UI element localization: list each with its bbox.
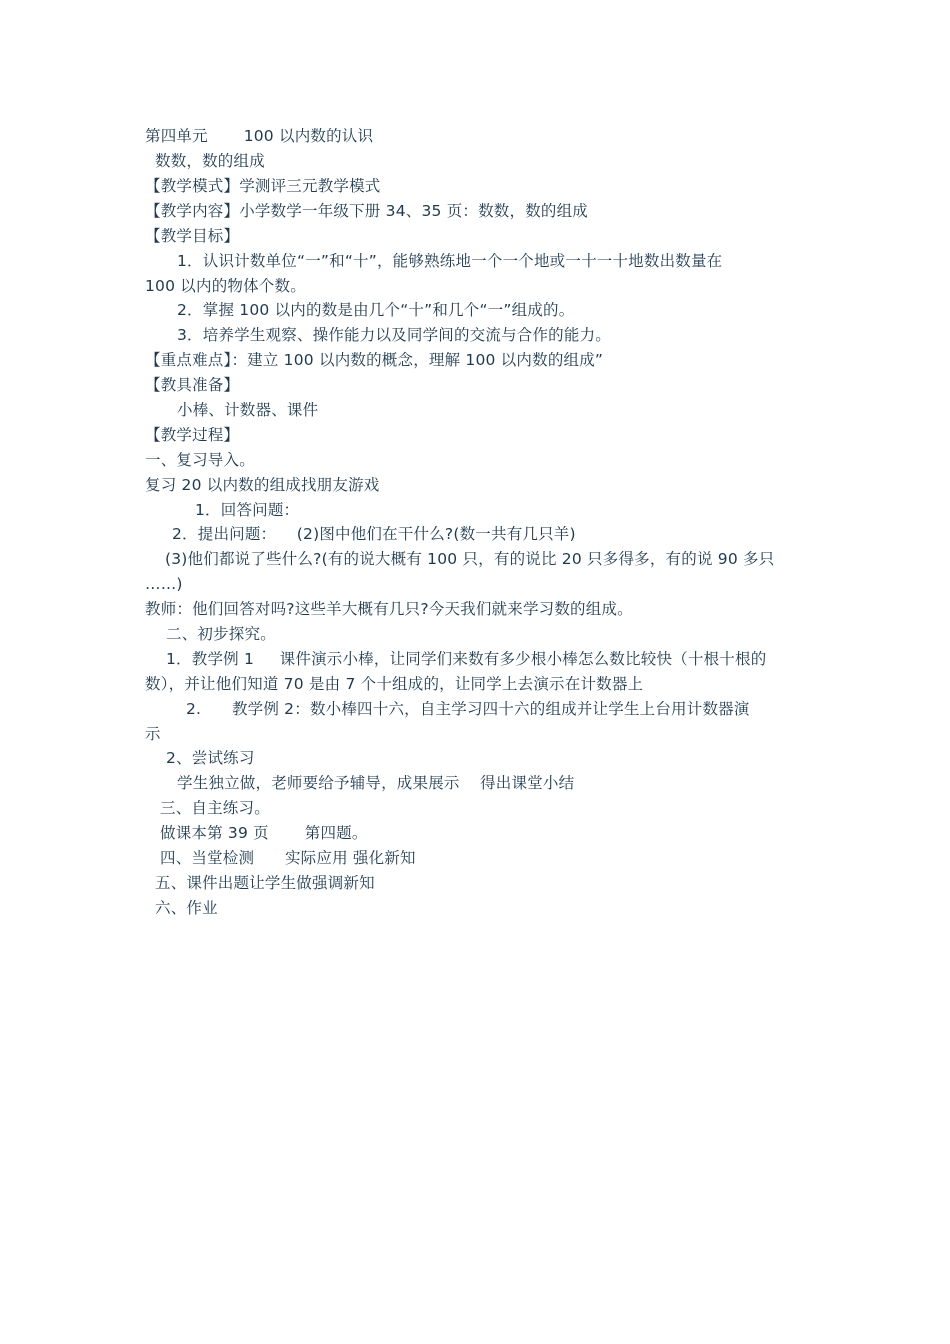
question-3-line-2: ……): [145, 575, 183, 593]
goal-1-line-2: 100 以内的物体个数。: [145, 277, 306, 295]
textbook-exercise: 做课本第 39 页 第四题。: [160, 824, 368, 842]
goal-3: 3．培养学生观察、操作能力以及同学间的交流与合作的能力。: [177, 326, 611, 344]
goal-2: 2．掌握 100 以内的数是由几个“十”和几个“一”组成的。: [177, 301, 575, 319]
step-ask-questions: 2．提出问题： (2)图中他们在干什么?(数一共有几只羊): [172, 525, 576, 543]
section-1-heading: 一、复习导入。: [145, 451, 255, 469]
unit-title: 第四单元 100 以内数的认识: [145, 127, 374, 145]
teaching-goals-heading: 【教学目标】: [145, 227, 240, 245]
example-2-line-2: 示: [145, 725, 161, 743]
process-heading: 【教学过程】: [145, 426, 240, 444]
section-5-heading: 五、课件出题让学生做强调新知: [155, 874, 375, 892]
step-answer-questions: 1．回答问题：: [195, 501, 300, 519]
teaching-content: 【教学内容】小学数学一年级下册 34、35 页：数数，数的组成: [145, 202, 589, 220]
example-2-line-1: 2. 教学例 2：数小棒四十六，自主学习四十六的组成并让学生上台用计数器演: [186, 700, 750, 718]
lesson-subtitle: 数数，数的组成: [155, 152, 265, 170]
key-points: 【重点难点】：建立 100 以内数的概念，理解 100 以内数的组成”: [145, 351, 604, 369]
section-4-heading: 四、当堂检测 实际应用 强化新知: [160, 849, 416, 867]
materials-list: 小棒、计数器、课件: [177, 401, 319, 419]
goal-1-line-1: 1．认识计数单位“一”和“十”，能够熟练地一个一个地或一十一十地数出数量在: [177, 252, 723, 270]
trial-practice-heading: 2、尝试练习: [166, 749, 255, 767]
review-game: 复习 20 以内数的组成找朋友游戏: [145, 476, 380, 494]
teaching-mode: 【教学模式】学测评三元教学模式: [145, 177, 381, 195]
section-6-heading: 六、作业: [155, 899, 218, 917]
example-1-line-2: 数），并让他们知道 70 是由 7 个十组成的，让同学上去演示在计数器上: [145, 675, 644, 693]
teacher-prompt: 教师：他们回答对吗?这些羊大概有几只?今天我们就来学习数的组成。: [145, 600, 633, 618]
section-2-heading: 二、初步探究。: [166, 625, 276, 643]
materials-heading: 【教具准备】: [145, 376, 240, 394]
question-3-line-1: (3)他们都说了些什么?(有的说大概有 100 只，有的说比 20 只多得多，有的说 90 多只: [165, 550, 775, 568]
trial-practice-text: 学生独立做，老师要给予辅导，成果展示 得出课堂小结: [177, 774, 575, 792]
section-3-heading: 三、自主练习。: [160, 799, 270, 817]
example-1-line-1: 1．教学例 1 课件演示小棒，让同学们来数有多少根小棒怎么数比较快（十根十根的: [166, 650, 767, 668]
